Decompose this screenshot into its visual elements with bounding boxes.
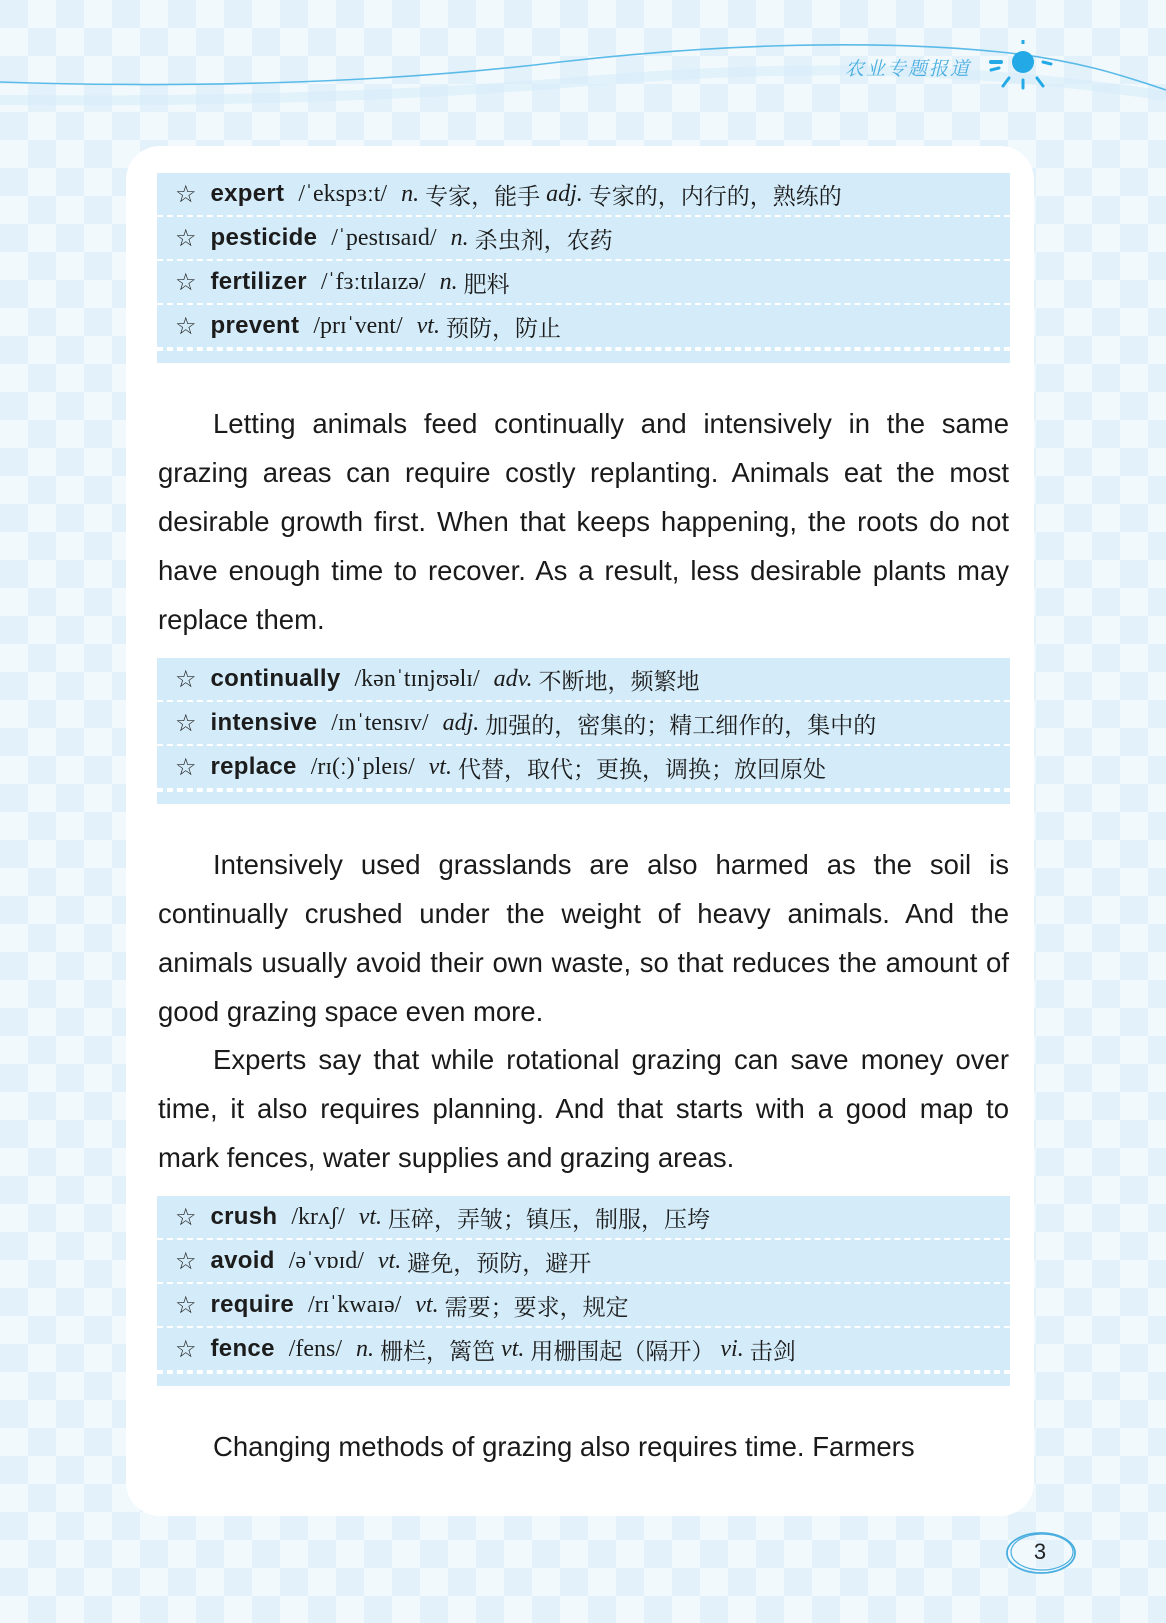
- star-icon: ☆: [175, 1203, 197, 1231]
- vocab-word: expert: [210, 180, 285, 207]
- vocab-pos: n.: [450, 224, 469, 251]
- star-icon: ☆: [175, 1335, 197, 1363]
- star-icon: ☆: [175, 224, 197, 252]
- vocab-pos: vt.: [428, 753, 452, 780]
- vocab-word: require: [210, 1291, 294, 1318]
- star-icon: ☆: [175, 753, 197, 781]
- page-number: 3: [1033, 1539, 1047, 1564]
- vocab-word: avoid: [210, 1247, 275, 1274]
- vocab-phonetic: /əˈvɒɪd/: [288, 1247, 364, 1274]
- vocab-pos: adv.: [493, 665, 533, 692]
- vocab-row: [157, 1196, 1010, 1240]
- body-paragraph: Letting animals feed continually and intensively in the same grazing areas can require costly replanting. Animals eat the most desirable growth first. When that keeps happening, the roots do not have enough time to recover. As a result, less desirable plants may replace them.: [158, 408, 1009, 635]
- vocab-phonetic: /krʌʃ/: [291, 1203, 345, 1230]
- vocab-phonetic: /ɪnˈtensɪv/: [331, 709, 429, 736]
- vocab-pos: vi.: [720, 1335, 744, 1362]
- vocab-phonetic: /kənˈtɪnjʊəlɪ/: [354, 665, 480, 692]
- vocab-box: [157, 658, 1010, 804]
- vocab-definition: 肥料: [463, 271, 510, 298]
- vocab-row: [157, 173, 1010, 217]
- vocab-definition: 专家，能手: [425, 183, 541, 210]
- vocab-pos: vt.: [377, 1247, 402, 1274]
- vocab-phonetic: /ˈfɜːtɪlaɪzə/: [320, 268, 426, 295]
- vocab-word: continually: [210, 665, 341, 692]
- vocab-definition: 需要；要求，规定: [444, 1294, 629, 1321]
- star-icon: ☆: [175, 312, 197, 340]
- vocab-pos: n.: [356, 1335, 375, 1362]
- sun-icon: [985, 40, 1055, 100]
- vocab-definition: 击剑: [749, 1338, 796, 1365]
- vocab-definition: 不断地，频繁地: [538, 668, 700, 695]
- vocab-definition: 压碎，弄皱；镇压，制服，压垮: [388, 1206, 711, 1233]
- vocab-phonetic: /ˈekspɜːt/: [298, 180, 388, 207]
- vocab-pos: adj.: [442, 709, 480, 736]
- vocab-pos: vt.: [416, 312, 440, 339]
- vocab-pos: vt.: [358, 1203, 383, 1230]
- vocab-word: intensive: [210, 709, 318, 736]
- star-icon: ☆: [175, 709, 197, 737]
- vocab-pos: n.: [439, 268, 458, 295]
- vocab-phonetic: /rɪ(ː)ˈpleɪs/: [310, 753, 415, 780]
- vocab-row: [157, 702, 1010, 746]
- vocab-box: [157, 1196, 1010, 1386]
- vocab-definition: 代替，取代；更换，调换；放回原处: [457, 756, 826, 783]
- vocab-pos: n.: [401, 180, 420, 207]
- vocab-word: fertilizer: [210, 268, 307, 295]
- vocab-row: [157, 261, 1010, 305]
- body-paragraph: Experts say that while rotational grazing can save money over time, it also requires planning. And that starts with a good map to mark fences, water supplies and grazing areas.: [158, 1044, 1009, 1173]
- body-paragraph: Intensively used grasslands are also harmed as the soil is continually crushed under the weight of heavy animals. And the animals usually avoid their own waste, so that reduces the amount of good grazing space even more.: [158, 849, 1009, 1027]
- vocab-definition: 预防，防止: [445, 315, 561, 342]
- vocab-word: crush: [210, 1203, 278, 1230]
- vocab-row: [157, 305, 1010, 349]
- vocab-row: [157, 1328, 1010, 1372]
- vocab-pos: vt.: [415, 1291, 439, 1318]
- star-icon: ☆: [175, 665, 197, 693]
- section-title: 农业专题报道: [845, 58, 972, 80]
- vocab-definition: 避免，预防，避开: [407, 1250, 592, 1277]
- vocab-word: pesticide: [210, 224, 318, 251]
- vocab-definition: 用栅围起（隔开）: [530, 1338, 715, 1365]
- star-icon: ☆: [175, 1291, 197, 1319]
- vocab-phonetic: /fens/: [288, 1335, 343, 1362]
- star-icon: ☆: [175, 1247, 197, 1275]
- vocab-phonetic: /rɪˈkwaɪə/: [307, 1291, 402, 1318]
- vocab-phonetic: /prɪˈvent/: [313, 312, 403, 339]
- vocab-word: replace: [210, 753, 297, 780]
- vocab-row: [157, 1284, 1010, 1328]
- vocab-word: prevent: [210, 312, 300, 339]
- vocab-phonetic: /ˈpestɪsaɪd/: [331, 224, 437, 251]
- vocab-pos: adj.: [546, 180, 583, 207]
- vocab-row: [157, 658, 1010, 702]
- vocab-definition: 专家的，内行的，熟练的: [588, 183, 842, 210]
- star-icon: ☆: [175, 180, 197, 208]
- vocab-box: [157, 173, 1010, 363]
- body-paragraph: Changing methods of grazing also requires time. Farmers: [213, 1431, 915, 1462]
- vocab-definition: 加强的，密集的；精工细作的，集中的: [485, 712, 877, 739]
- vocab-definition: 杀虫剂，农药: [474, 227, 613, 254]
- vocab-pos: vt.: [501, 1335, 525, 1362]
- vocab-row: [157, 217, 1010, 261]
- vocab-definition: 栅栏，篱笆: [380, 1338, 496, 1365]
- vocab-word: fence: [210, 1335, 275, 1362]
- vocab-row: [157, 746, 1010, 790]
- vocab-row: [157, 1240, 1010, 1284]
- star-icon: ☆: [175, 268, 197, 296]
